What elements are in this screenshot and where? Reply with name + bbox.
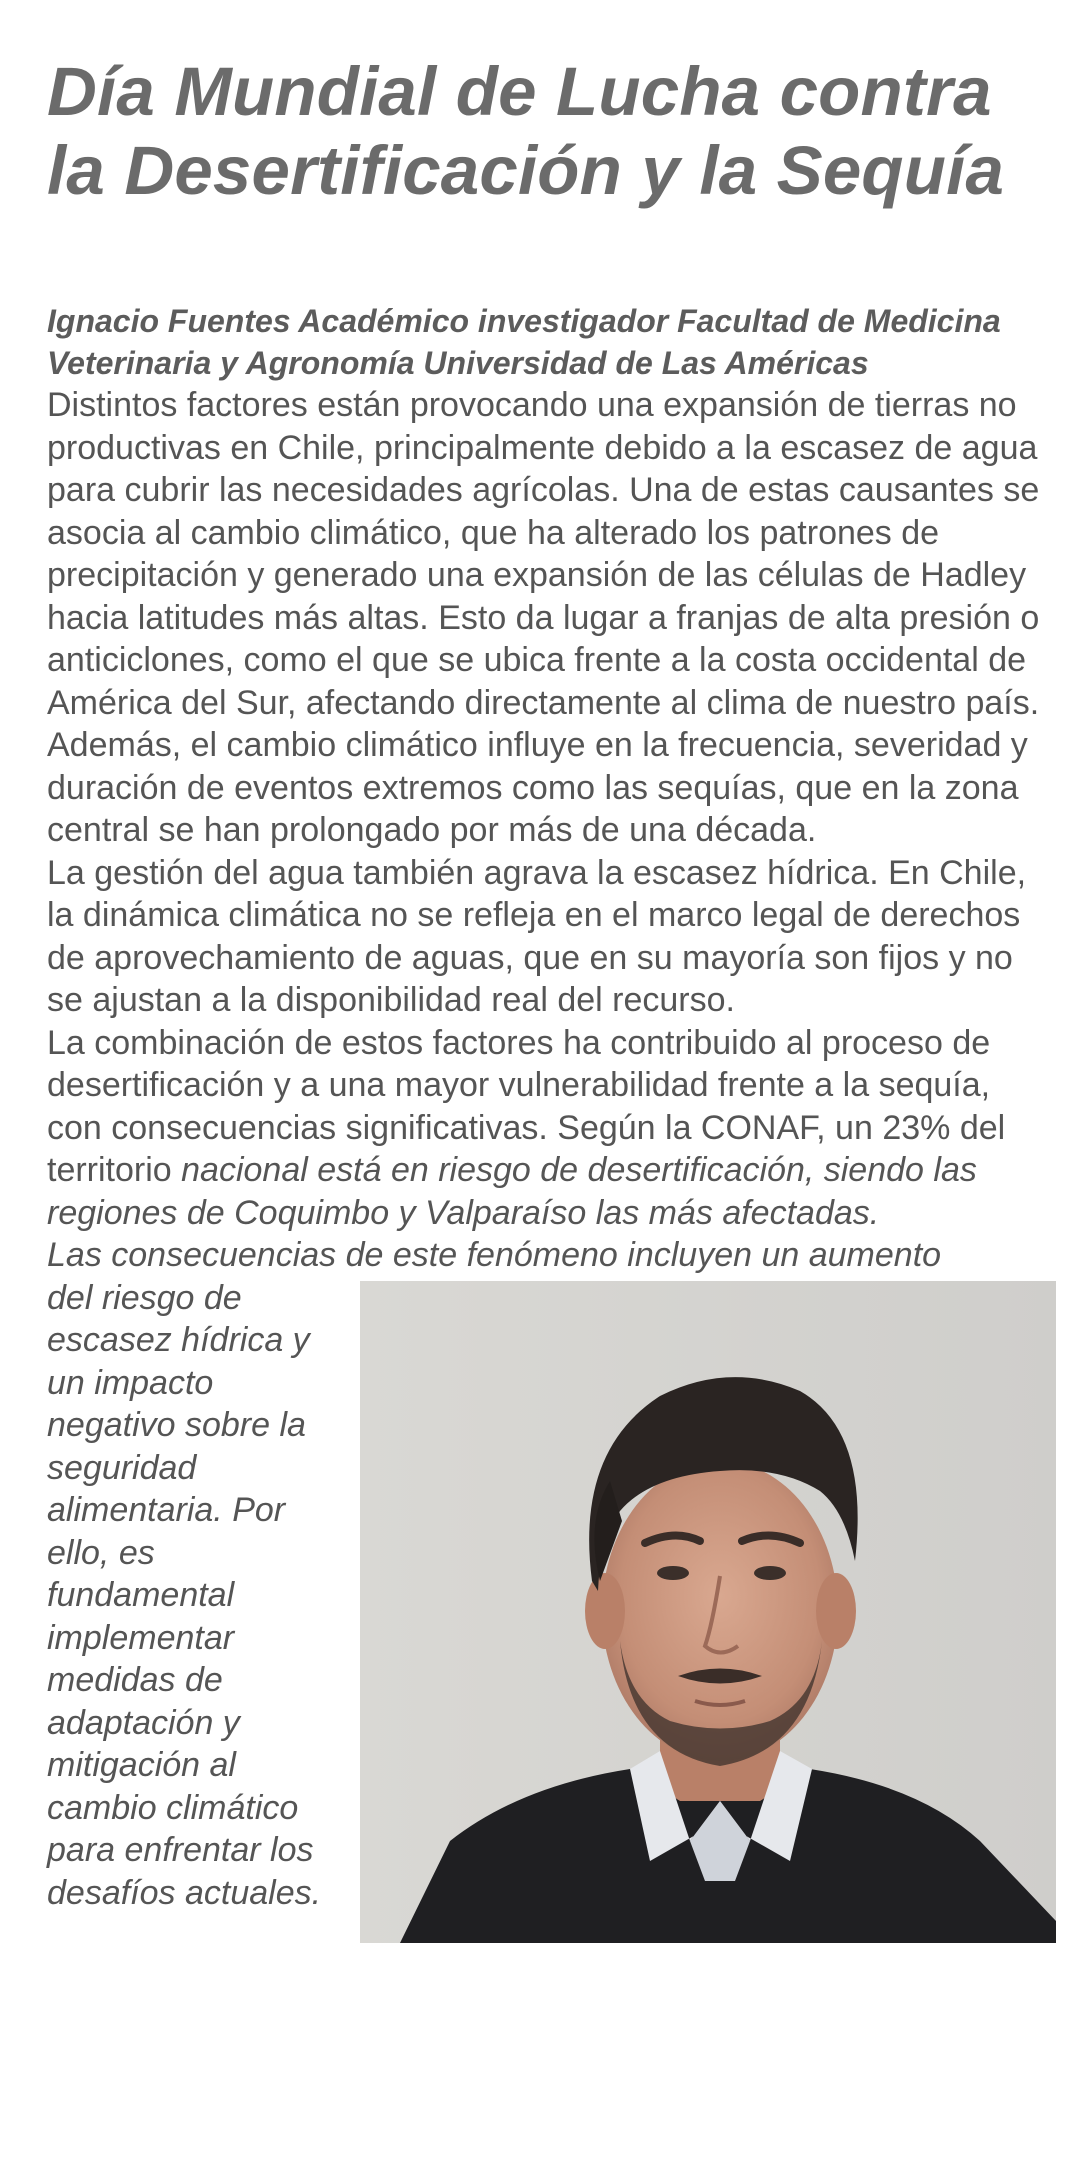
paragraph-4-wrapped: del riesgo de escasez hídrica y un impacto negativo sobre la seguridad alimentaria. Por ello, es fundamental implementar medidas de adaptación y mitigación al cambio climático para enfrentar los desafíos actuales. bbox=[47, 1278, 322, 1912]
portrait-illustration bbox=[360, 1281, 1056, 1943]
paragraph-4-lead: Las consecuencias de este fenómeno incluyen un aumento bbox=[47, 1236, 942, 1274]
author-photo bbox=[360, 1281, 1056, 1943]
paragraph-3-text: La combinación de estos factores ha contribuido al proceso de desertificación y a una mayor vulnerabilidad frente a la sequía, con consecuencias significativas. Según la CONAF, un 23% del territorio bbox=[47, 1023, 1006, 1189]
article-body bbox=[47, 384, 1052, 1943]
paragraph-1: Distintos factores están provocando una expansión de tierras no productivas en Chile, principalmente debido a la escasez de agua para cubrir las necesidades agrícolas. Una de estas causantes se asocia al cambio climático, que ha alterado los patrones de precipitación y generado una expansión de las células de Hadley hacia latitudes más altas. Esto da lugar a franjas de alta presión o anticiclones, como el que se ubica frente a la costa occidental de América del Sur, afectando directamente al clima de nuestro país. Además, el cambio climático influye en la frecuencia, severidad y duración de eventos extremos como las sequías, que en la zona central se han prolongado por más de una década. bbox=[47, 386, 1040, 849]
author-byline: Ignacio Fuentes Académico investigador Facultad de Medicina Veterinaria y Agronomía Universidad de Las Américas bbox=[47, 303, 1001, 381]
article-title: Día Mundial de Lucha contra la Desertificación y la Sequía bbox=[47, 53, 1005, 209]
paragraph-3 bbox=[47, 1022, 1052, 1235]
article bbox=[47, 52, 1052, 1943]
paragraph-2: La gestión del agua también agrava la escasez hídrica. En Chile, la dinámica climática no se refleja en el marco legal de derechos de aprovechamiento de aguas, que en su mayoría son fijos y no se ajustan a la disponibilidad real del recurso. bbox=[47, 853, 1027, 1019]
paragraph-3-italic: nacional está en riesgo de desertificación, siendo las regiones de Coquimbo y Valparaíso las más afectadas. bbox=[47, 1151, 977, 1232]
